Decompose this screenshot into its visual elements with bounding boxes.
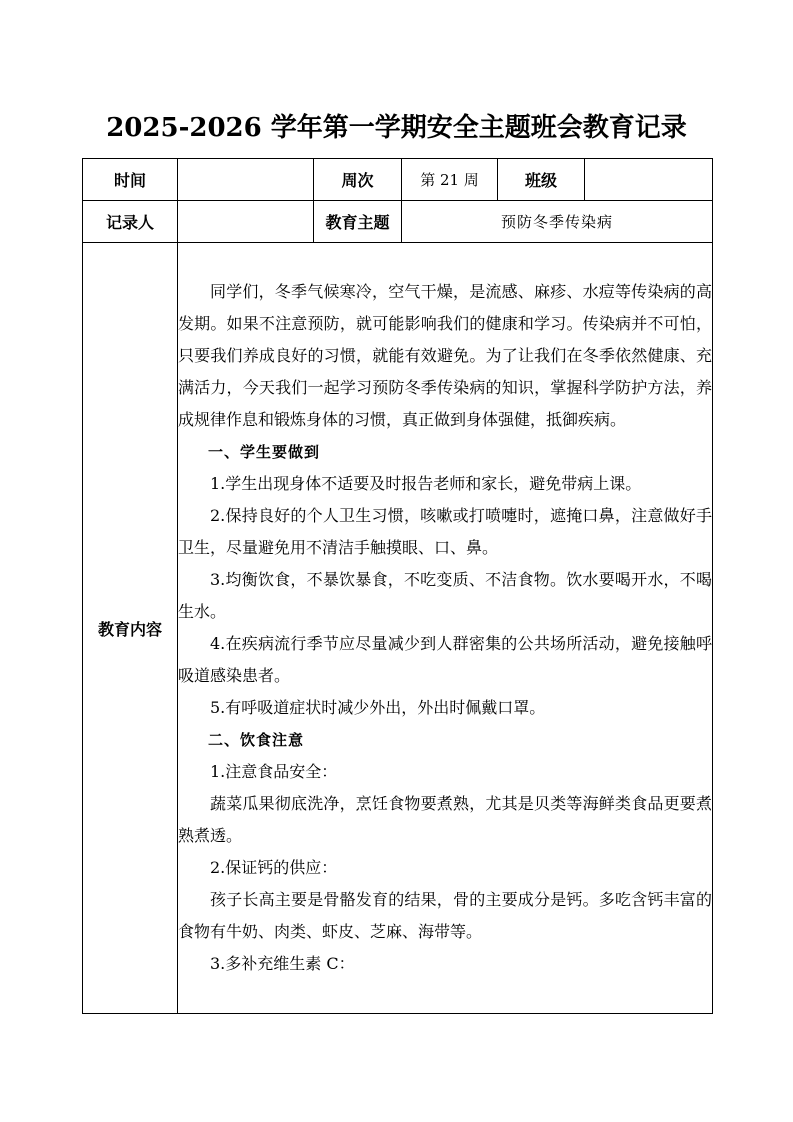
section-heading: 二、饮食注意 <box>208 731 305 749</box>
list-item: 2.保持良好的个人卫生习惯，咳嗽或打喷嚏时，遮掩口鼻，注意做好手卫生，尽量避免用不清洁手触摸眼、口、鼻。 <box>178 506 712 557</box>
recorder-label: 记录人 <box>83 201 178 243</box>
time-label: 时间 <box>83 159 178 201</box>
record-table <box>82 158 713 1014</box>
week-value: 第 21 周 <box>402 159 498 201</box>
list-item: 3.多补充维生素 C： <box>210 954 355 973</box>
table-row <box>83 201 713 243</box>
list-item: 1.学生出现身体不适要及时报告老师和家长，避免带病上课。 <box>210 474 642 493</box>
list-item: 3.均衡饮食，不暴饮暴食，不吃变质、不洁食物。饮水要喝开水，不喝生水。 <box>178 570 712 621</box>
page-title: 2025-2026 学年第一学期安全主题班会教育记录 <box>106 113 687 143</box>
time-value <box>178 159 314 201</box>
week-label: 周次 <box>314 159 402 201</box>
table-row <box>83 159 713 201</box>
table-row <box>83 243 713 1014</box>
intro-paragraph: 同学们，冬季气候寒冷，空气干燥，是流感、麻疹、水痘等传染病的高发期。如果不注意预防，就可能影响我们的健康和学习。传染病并不可怕，只要我们养成良好的习惯，就能有效避免。为了让我们在冬季依然健康、充满活力，今天我们一起学习预防冬季传染病的知识，掌握科学防护方法，养成规律作息和锻炼身体的习惯，真正做到身体强健，抵御疾病。 <box>178 282 712 429</box>
content-cell <box>178 243 713 1014</box>
list-item: 5.有呼吸道症状时减少外出，外出时佩戴口罩。 <box>210 698 546 717</box>
section-heading: 一、学生要做到 <box>208 443 321 461</box>
education-content <box>178 276 712 980</box>
list-item: 4.在疾病流行季节应尽量减少到人群密集的公共场所活动，避免接触呼吸道感染患者。 <box>178 634 712 685</box>
topic-value: 预防冬季传染病 <box>402 201 713 243</box>
recorder-value <box>178 201 314 243</box>
list-item: 1.注意食品安全： <box>210 762 338 781</box>
list-item: 蔬菜瓜果彻底洗净，烹饪食物要煮熟，尤其是贝类等海鲜类食品更要煮熟煮透。 <box>178 794 712 845</box>
content-label: 教育内容 <box>83 243 178 1014</box>
topic-label: 教育主题 <box>314 201 402 243</box>
list-item: 孩子长高主要是骨骼发育的结果，骨的主要成分是钙。多吃含钙丰富的食物有牛奶、肉类、虾皮、芝麻、海带等。 <box>178 890 712 941</box>
class-value <box>585 159 713 201</box>
class-label: 班级 <box>498 159 585 201</box>
list-item: 2.保证钙的供应： <box>210 858 338 877</box>
